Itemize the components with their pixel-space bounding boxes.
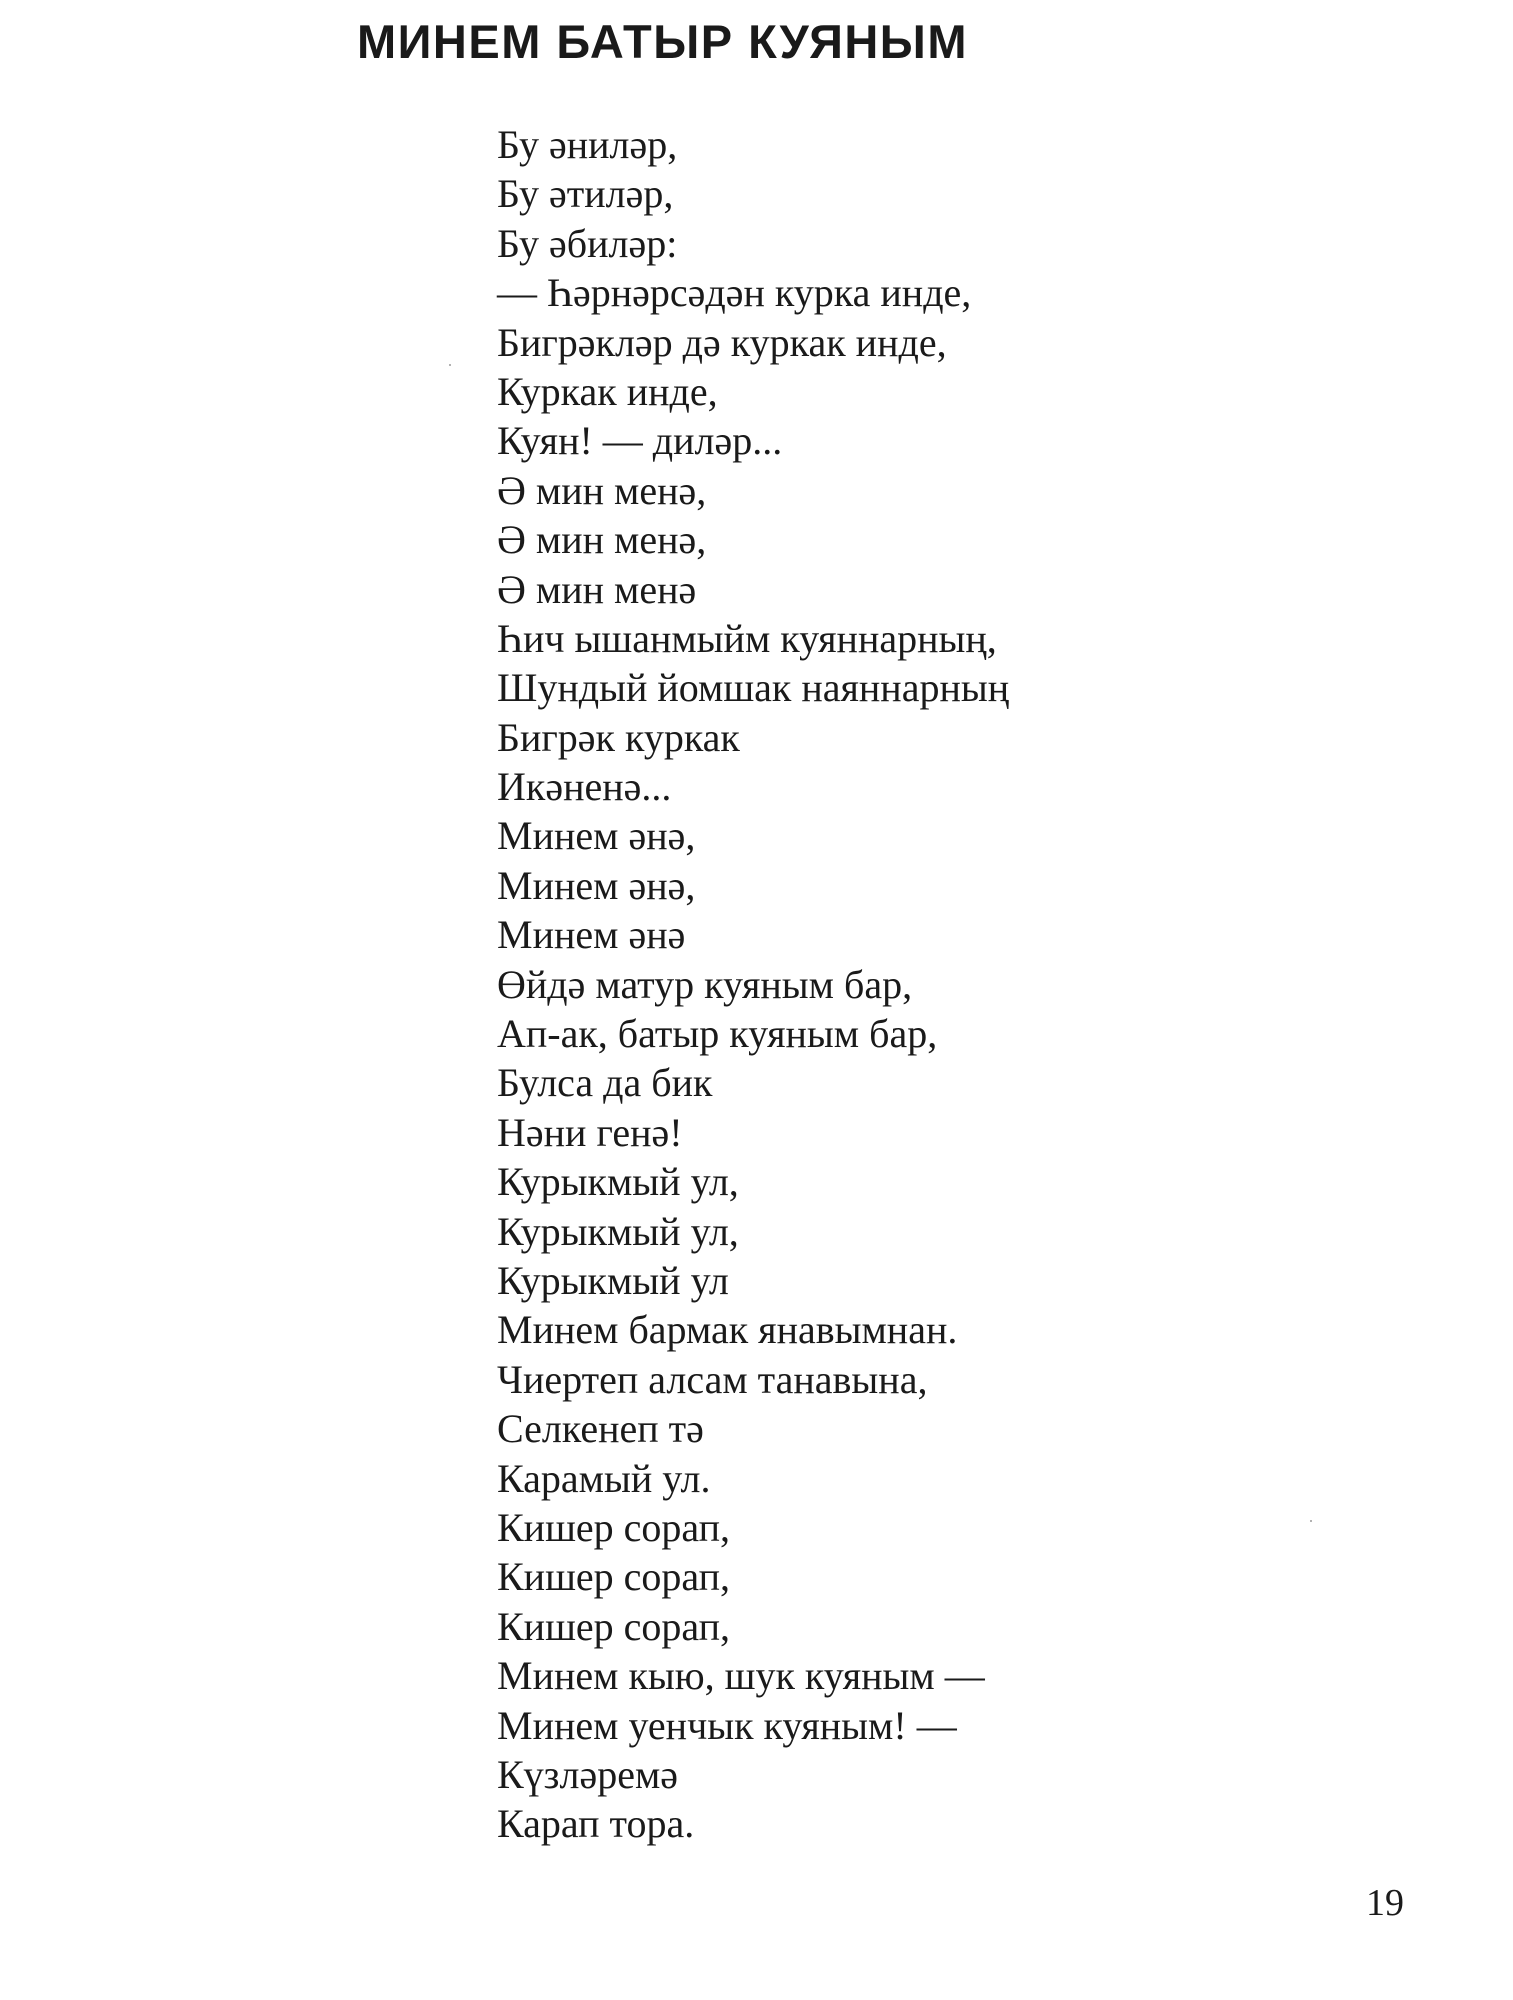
poem-line: Карамый ул. xyxy=(497,1455,711,1501)
poem-line: Куян! — диләр... xyxy=(497,418,783,464)
poem-line: Минем кыю, шук куяным — xyxy=(497,1653,985,1699)
scan-speck xyxy=(1310,1520,1312,1522)
poem-line: Шундый йомшак наяннарның xyxy=(497,665,1010,711)
poem-line: Ә мин менә xyxy=(497,566,697,612)
poem-line: Куркак инде, xyxy=(497,368,718,414)
poem-line: Бу әбиләр: xyxy=(497,220,678,266)
poem-line: Минем әнә xyxy=(497,912,686,958)
poem-line: Кишер сорап, xyxy=(497,1554,731,1600)
poem-line: Кишер сорап, xyxy=(497,1504,731,1550)
poem-line: Кишер сорап, xyxy=(497,1603,731,1649)
poem-line: Курыкмый ул, xyxy=(497,1159,739,1205)
poem-line: Күзләремә xyxy=(497,1751,679,1797)
poem-line: Ә мин менә, xyxy=(497,467,707,513)
poem-line: Минем әнә, xyxy=(497,862,696,908)
poem-line: Минем бармак янавымнан. xyxy=(497,1307,958,1353)
poem-line: Һич ышанмыйм куяннарның, xyxy=(497,615,997,661)
page-number: 19 xyxy=(1366,1882,1404,1924)
poem-line: Чиертеп алсам танавына, xyxy=(497,1356,928,1402)
poem-line: Булса да бик xyxy=(497,1060,713,1106)
poem-line: Карап тора. xyxy=(497,1801,695,1847)
poem-line: Бу әтиләр, xyxy=(497,171,674,217)
poem-line: — Һәрнәрсәдән курка инде, xyxy=(497,270,972,316)
poem-line: Бигрәкләр дә куркак инде, xyxy=(497,319,947,365)
poem-line: Бу әниләр, xyxy=(497,122,678,167)
poem-title: МИНЕМ БАТЫР КУЯНЫМ xyxy=(357,15,968,68)
poem-line: Минем уенчык куяным! — xyxy=(497,1702,957,1748)
poem-line: Нәни генә! xyxy=(497,1109,683,1155)
poem-line: Селкенеп тә xyxy=(497,1406,704,1452)
poem-line: Курыкмый ул xyxy=(497,1257,729,1303)
poem-body xyxy=(497,120,1009,1849)
poem-line: Курыкмый ул, xyxy=(497,1208,739,1254)
poem-line: Минем әнә, xyxy=(497,813,696,859)
scan-speck xyxy=(449,364,451,366)
poem-line: Өйдә матур куяным бар, xyxy=(497,961,913,1007)
poem-line: Икәненә... xyxy=(497,764,672,810)
poem-line: Ап-ак, батыр куяным бар, xyxy=(497,1011,938,1057)
poem-line: Ә мин менә, xyxy=(497,517,707,563)
poem-line: Бигрәк куркак xyxy=(497,714,740,760)
